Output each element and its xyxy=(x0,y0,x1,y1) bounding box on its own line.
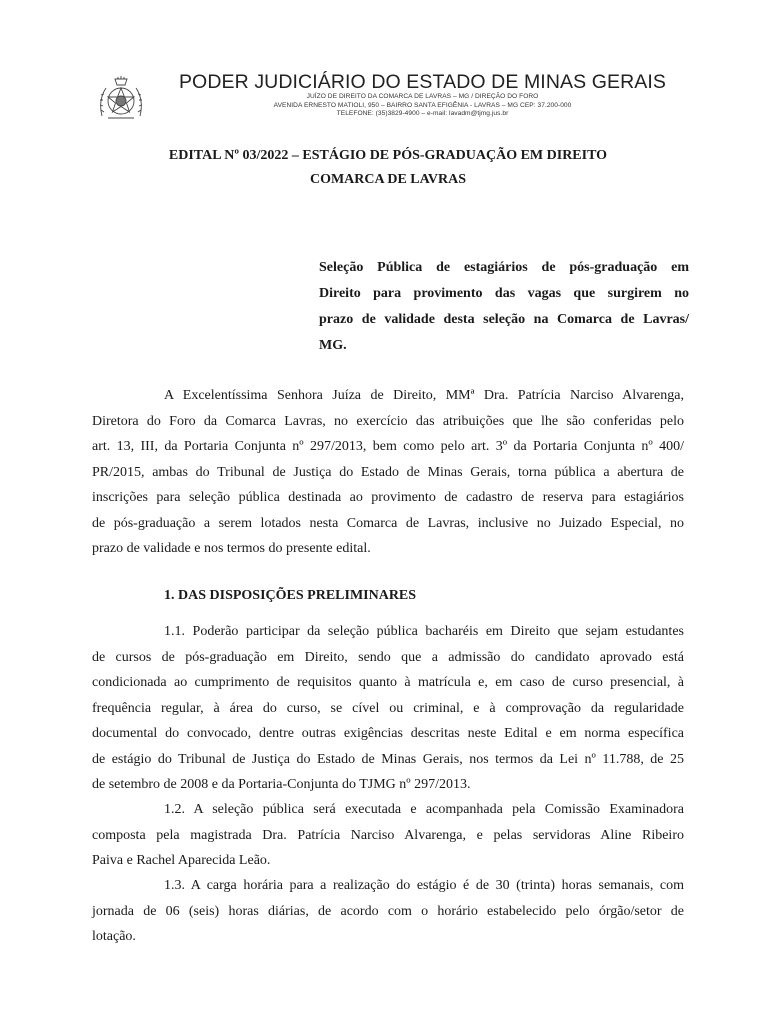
text-line: composta pela magistrada Dra. Patrícia Narciso Alvarenga, e pelas servidoras Aline Ribeiro xyxy=(92,827,684,843)
court-title: PODER JUDICIÁRIO DO ESTADO DE MINAS GERAIS xyxy=(178,71,667,93)
court-address: AVENIDA ERNESTO MATIOLI, 950 – BAIRRO SANTA EFIGÊNIA - LAVRAS – MG CEP: 37.200-000 xyxy=(273,102,572,109)
text-line: de estágio do Tribunal de Justiça do Estado de Minas Gerais, nos termos da Lei nº 11.788, de 25 xyxy=(92,751,684,767)
text-line: 1.3. A carga horária para a realização do estágio é de 30 (trinta) horas semanais, com xyxy=(164,878,684,893)
text-line: jornada de 06 (seis) horas diárias, de acordo com o horário estabelecido pelo órgão/setor de xyxy=(92,903,684,919)
ementa-line: Direito para provimento das vagas que surgirem no xyxy=(319,286,689,301)
text-line: 1.2. A seleção pública será executada e acompanhada pela Comissão Examinadora xyxy=(164,802,684,817)
paragraph-1-2 xyxy=(92,797,684,874)
edital-subtitle: COMARCA DE LAVRAS xyxy=(309,172,467,187)
text-line: inscrições para seleção pública destinada ao provimento de cadastro de reserva para estagiários xyxy=(92,490,684,505)
intro-paragraph xyxy=(92,383,684,562)
edital-title: EDITAL Nº 03/2022 – ESTÁGIO DE PÓS-GRADUAÇÃO EM DIREITO xyxy=(168,148,608,163)
coat-of-arms-icon xyxy=(96,76,146,122)
text-line: lotação. xyxy=(92,929,136,944)
text-line: de cursos de pós-graduação em Direito, sendo que a admissão do candidato aprovado está xyxy=(92,649,684,665)
text-line: documental do convocado, dentre outras exigências descritas neste Edital e em norma específica xyxy=(92,726,684,741)
text-line: 1.1. Poderão participar da seleção pública bacharéis em Direito que sejam estudantes xyxy=(164,624,684,639)
text-line: condicionada ao cumprimento de requisitos quanto à matrícula e, em caso de curso presencial, à xyxy=(92,675,684,690)
text-line: frequência regular, à área do curso, se cível ou criminal, e à comprovação da regularidade xyxy=(92,700,684,716)
court-contact: TELEFONE: (35)3829-4900 – e-mail: lavadm@tjmg.jus.br xyxy=(336,110,509,117)
text-line: art. 13, III, da Portaria Conjunta nº 297/2013, bem como pelo art. 3º da Portaria Conjunta nº 400/ xyxy=(92,439,684,454)
paragraph-1-3 xyxy=(92,873,684,950)
court-subtitle: JUÍZO DE DIREITO DA COMARCA DE LAVRAS – MG / DIREÇÃO DO FORO xyxy=(306,93,539,100)
text-line: PR/2015, ambas do Tribunal de Justiça do Estado de Minas Gerais, torna pública a abertura de xyxy=(92,464,684,480)
text-line: A Excelentíssima Senhora Juíza de Direito, MMª Dra. Patrícia Narciso Alvarenga, xyxy=(164,388,684,403)
ementa xyxy=(319,255,689,359)
ementa-line: MG. xyxy=(319,338,347,353)
text-line: Diretora do Foro da Comarca Lavras, no exercício das atribuições que lhe são conferidas pelo xyxy=(92,413,684,429)
ementa-line: Seleção Pública de estagiários de pós-graduação em xyxy=(319,260,689,275)
section-heading: 1. DAS DISPOSIÇÕES PRELIMINARES xyxy=(164,588,417,603)
text-line: de pós-graduação a serem lotados nesta Comarca de Lavras, inclusive no Juizado Especial, no xyxy=(92,515,684,531)
text-line: prazo de validade e nos termos do presente edital. xyxy=(92,541,371,556)
text-line: de setembro de 2008 e da Portaria-Conjunta do TJMG nº 297/2013. xyxy=(92,777,471,792)
ementa-line: prazo de validade desta seleção na Comarca de Lavras/ xyxy=(319,312,689,327)
text-line: Paiva e Rachel Aparecida Leão. xyxy=(92,853,271,868)
paragraph-1-1 xyxy=(92,619,684,798)
